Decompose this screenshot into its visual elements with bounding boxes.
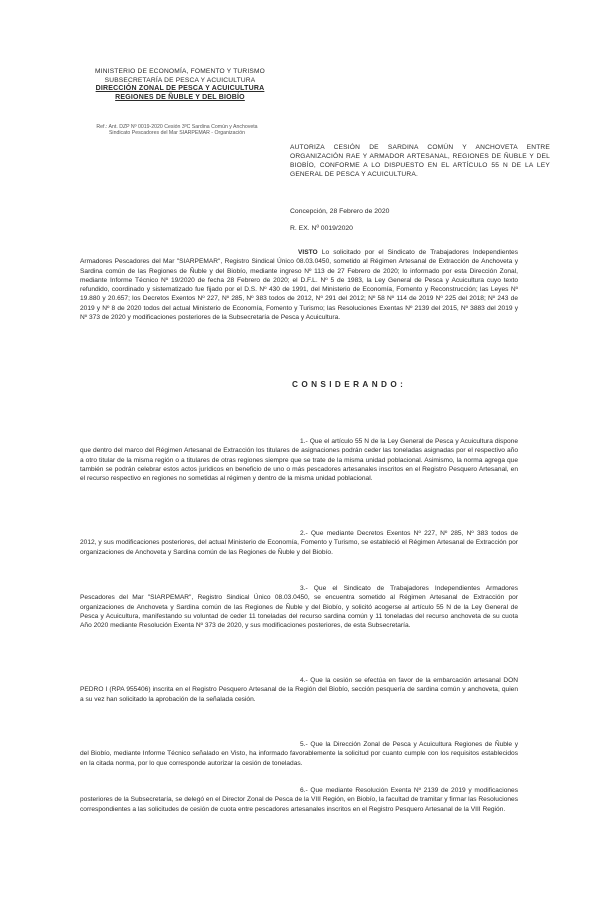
regiones-line: REGIONES DE ÑUBLE Y DEL BIOBÍO bbox=[115, 93, 245, 101]
considerando-2 bbox=[80, 529, 518, 557]
considerando-6 bbox=[80, 786, 518, 814]
reference-line-1: Ref.: Ant. DZP Nº 0019-2020 Cesión 3ºC Sardina Común y Anchoveta bbox=[96, 124, 258, 130]
considerando-1 bbox=[80, 437, 518, 483]
considerando-3 bbox=[80, 584, 518, 630]
considerando-2-text: 2.- Que mediante Decretos Exentos Nº 227, Nº 285, Nº 383 todos de 2012, y sus modificaciones posteriores, del actual Ministerio de Economía, Fomento y Turismo, se estableció el Régimen Artesanal de Extracción por organizaciones de Anchoveta y Sardina común de las Regiones de Ñuble y del Biobío. bbox=[80, 530, 518, 556]
resolution-date: Concepción, 28 Febrero de 2020 bbox=[290, 208, 390, 215]
reference-line-2: Sindicato Pescadores del Mar SIARPEMAR - Organización bbox=[108, 130, 246, 137]
considerando-heading: CONSIDERANDO: bbox=[292, 380, 407, 389]
visto-label: VISTO bbox=[298, 249, 318, 256]
direccion-zonal-line: DIRECCIÓN ZONAL DE PESCA Y ACUICULTURA bbox=[95, 85, 265, 92]
resolution-number: R. EX. Nº 0019/2020 bbox=[290, 225, 353, 232]
considerando-4 bbox=[80, 676, 518, 704]
reference-block bbox=[42, 124, 312, 137]
considerando-5 bbox=[80, 740, 518, 768]
resolution-subject: AUTORIZA CESIÓN DE SARDINA COMÚN Y ANCHOVETA ENTRE ORGANIZACIÓN RAE Y ARMADOR ARTESANAL, REGIONES DE ÑUBLE Y DEL BIOBÍO, CONFORME A LO DISPUESTO EN EL ARTÍCULO 55 N DE LA LEY GENERAL DE PESCA Y ACUICULTURA. bbox=[290, 144, 550, 178]
considerando-4-text: 4.- Que la cesión se efectúa en favor de la embarcación artesanal DON PEDRO I (RPA 955406) inscrita en el Registro Pesquero Artesanal de la Región del Biobío, sección pesquería de sardina común y anchoveta, quien a su vez han solicitado la aprobación de la señalada cesión. bbox=[80, 677, 518, 703]
considerando-6-text: 6.- Que mediante Resolución Exenta Nº 2139 de 2019 y modificaciones posteriores de la Subsecretaría, se delegó en el Director Zonal de Pesca de la VIII Región, en Biobío, la facultad de tramitar y firmar las Resoluciones correspondientes a las solicitudes de cesión de cuota entre pescadores artesanales inscritos en el Registro Pesquero Artesanal de la VIII Región. bbox=[80, 787, 518, 813]
letterhead bbox=[60, 68, 300, 102]
ministry-line: MINISTERIO DE ECONOMÍA, FOMENTO Y TURISMO bbox=[94, 68, 265, 75]
subsecretaria-line: SUBSECRETARÍA DE PESCA Y ACUICULTURA bbox=[104, 76, 256, 84]
visto-text: Lo solicitado por el Sindicato de Trabajadores Independientes Armadores Pescadores del Mar "SIARPEMAR", Registro Sindical Único 08.03.0450, sometido al Régimen Artesanal de Extracción de Anchoveta y Sardina común de las Regiones de Ñuble y del Biobío, mediante ingreso Nº 113 de 27 Febrero de 2020; lo informado por esta Dirección Zonal, mediante Informe Técnico Nº 19/2020 de fecha 28 Febrero de 2020; el D.F.L. Nº 5 de 1983, la Ley General de Pesca y Acuicultura cuyo texto refundido, coordinado y sistematizado fue fijado por el D.S. Nº 430 de 1991, del Ministerio de Economía, Fomento y Reconstrucción; las Leyes Nº 19.880 y 20.657; los Decretos Exentos Nº 227, Nº 285, Nº 383 todos de 2012, Nº 291 del 2012; Nº 58 Nº 114 de 2019 Nº 225 del 2018; Nº 243 de 2019 y Nº 8 de 2020 todos del actual Ministerio de Economía, Fomento y Turismo; las Resoluciones Exentas Nº 2139 del 2015, Nº 3883 del 2019 y Nº 373 de 2020 y modificaciones posteriores de la Subsecretaría de Pesca y Acuicultura. bbox=[80, 249, 518, 322]
considerando-5-text: 5.- Que la Dirección Zonal de Pesca y Acuicultura Regiones de Ñuble y del Biobío, mediante Informe Técnico señalado en Visto, ha informado favorablemente la solicitud por cuanto cumple con los requisitos establecidos en la citada norma, por lo que corresponde autorizar la cesión de toneladas. bbox=[80, 741, 518, 767]
visto-paragraph bbox=[80, 248, 518, 322]
considerando-1-text: 1.- Que el artículo 55 N de la Ley General de Pesca y Acuicultura dispone que dentro del marco del Régimen Artesanal de Extracción los titulares de asignaciones podrán ceder las toneladas asignadas por el respectivo año a otro titular de la misma región o a titulares de otras regiones siempre que se trate de la misma unidad poblacional. Asimismo, la norma agrega que también se podrán celebrar estos actos jurídicos en beneficio de uno o más pescadores artesanales inscritos en el Registro Pesquero Artesanal, en el recurso respectivo en regiones no sometidas al régimen y dentro de la misma unidad poblacional. bbox=[80, 438, 518, 483]
considerando-3-text: 3.- Que el Sindicato de Trabajadores Independientes Armadores Pescadores del Mar "SIARPEMAR", Registro Sindical Único 08.03.0450, se encuentra sometido al Régimen Artesanal de Extracción por organizaciones de Anchoveta y Sardina común de las Regiones de Ñuble y del Biobío, y solicitó acogerse al artículo 55 N de la Ley General de Pesca y Acuicultura, manifestando su voluntad de ceder 11 toneladas del recurso sardina común y 11 toneladas del recurso anchoveta de su cuota Año 2020 mediante Resolución Exenta Nº 373 de 2020, y sus modificaciones posteriores, de esta Subsecretaría. bbox=[80, 585, 518, 630]
